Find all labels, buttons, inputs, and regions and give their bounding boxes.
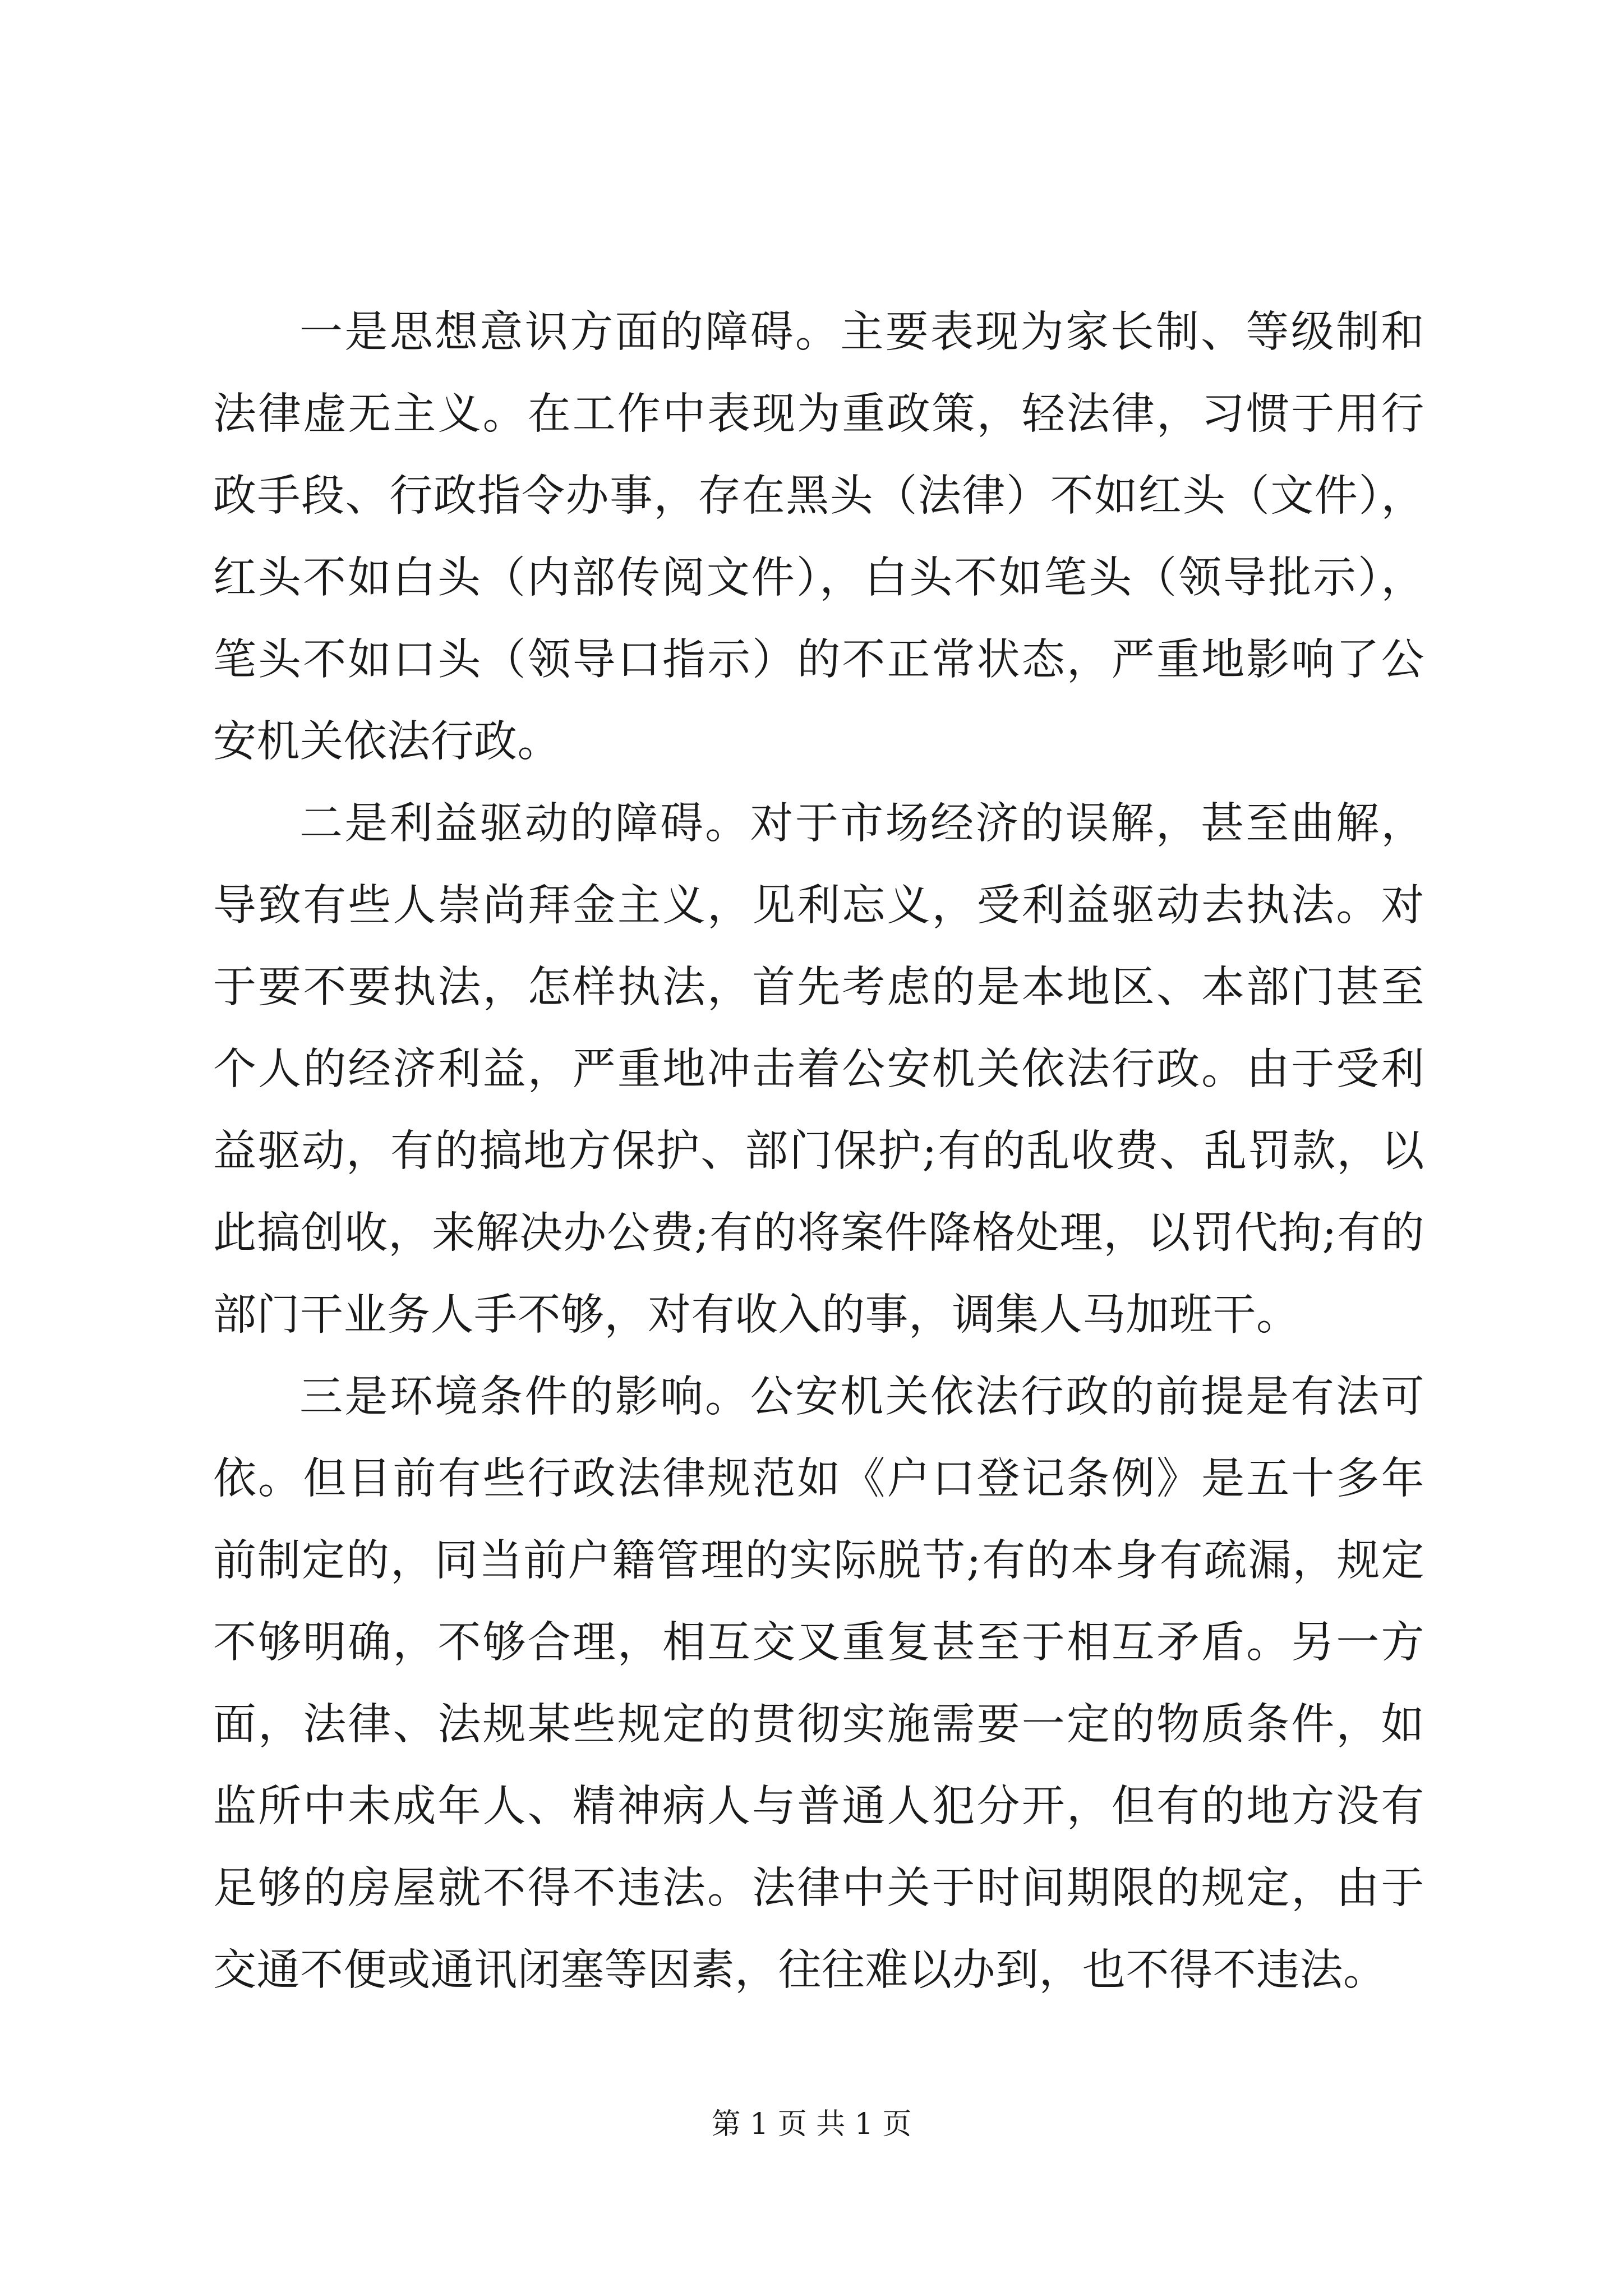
paragraph-1: 一是思想意识方面的障碍。主要表现为家长制、等级制和法律虚无主义。在工作中表现为重政策，轻法律，习惯于用行政手段、行政指令办事，存在黑头（法律）不如红头（文件），红头不如白头（内部传阅文件），白头不如笔头（领导批示），笔头不如口头（领导口指示）的不正常状态，严重地影响了公安机关依法行政。 <box>213 307 1424 767</box>
document-body <box>213 292 1424 2012</box>
page-footer: 第 1 页 共 1 页 <box>711 2108 912 2141</box>
paragraph-2: 二是利益驱动的障碍。对于市场经济的误解，甚至曲解，导致有些人崇尚拜金主义，见利忘义，受利益驱动去执法。对于要不要执法，怎样执法，首先考虑的是本地区、本部门甚至个人的经济利益，严重地冲击着公安机关依法行政。由于受利益驱动，有的搞地方保护、部门保护;有的乱收费、乱罚款，以此搞创收，来解决办公费;有的将案件降格处理，以罚代拘;有的部门干业务人手不够，对有收入的事，调集人马加班干。 <box>213 799 1424 1340</box>
paragraph-3: 三是环境条件的影响。公安机关依法行政的前提是有法可依。但目前有些行政法律规范如《户口登记条例》是五十多年前制定的，同当前户籍管理的实际脱节;有的本身有疏漏，规定不够明确，不够合理，相互交叉重复甚至于相互矛盾。另一方面，法律、法规某些规定的贯彻实施需要一定的物质条件，如监所中未成年人、精神病人与普通人犯分开，但有的地方没有足够的房屋就不得不违法。法律中关于时间期限的规定，由于交通不便或通讯闭塞等因素，往往难以办到，也不得不违法。 <box>213 1372 1424 1995</box>
